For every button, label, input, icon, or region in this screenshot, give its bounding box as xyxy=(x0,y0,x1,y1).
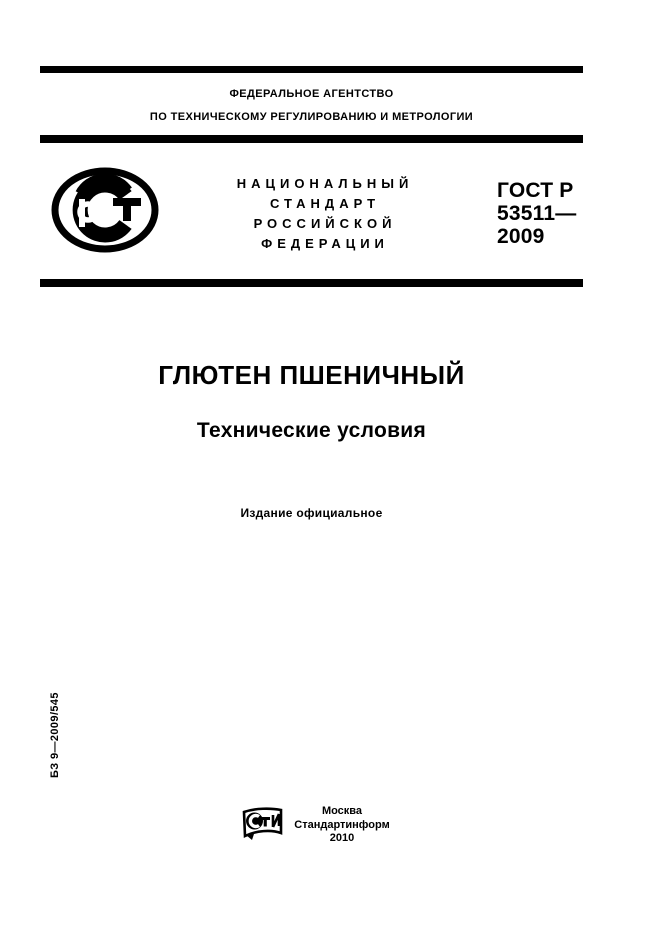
standard-type-line: РОССИЙСКОЙ xyxy=(253,216,397,231)
designation-rule xyxy=(40,279,583,287)
designation-line: ГОСТ Р xyxy=(497,179,574,202)
designation-line: 2009 xyxy=(497,225,545,248)
spine-order-code: БЗ 9—2009/545 xyxy=(49,692,61,778)
standard-type-line: ФЕДЕРАЦИИ xyxy=(261,236,389,251)
standard-type-line: СТАНДАРТ xyxy=(269,196,381,211)
imprint-publisher: Стандартинформ xyxy=(294,818,390,831)
agency-name-line-2: ПО ТЕХНИЧЕСКОМУ РЕГУЛИРОВАНИЮ И МЕТРОЛОГИИ xyxy=(149,111,474,123)
imprint-year: 2010 xyxy=(329,832,355,844)
imprint-block xyxy=(262,805,422,846)
imprint-city: Москва xyxy=(321,805,363,817)
document-title: ГЛЮТЕН ПШЕНИЧНЫЙ xyxy=(158,360,465,390)
header-rule xyxy=(40,135,583,143)
standard-type-line: НАЦИОНАЛЬНЫЙ xyxy=(236,176,414,191)
edition-note: Издание официальное xyxy=(240,506,383,520)
standard-type-label xyxy=(225,174,425,254)
standard-designation xyxy=(497,179,576,248)
top-rule xyxy=(40,66,583,73)
document-subtitle: Технические условия xyxy=(196,419,427,442)
rst-certification-mark-icon xyxy=(51,167,159,253)
designation-line: 53511— xyxy=(497,202,577,225)
agency-name-line-1: ФЕДЕРАЛЬНОЕ АГЕНТСТВО xyxy=(229,88,394,100)
